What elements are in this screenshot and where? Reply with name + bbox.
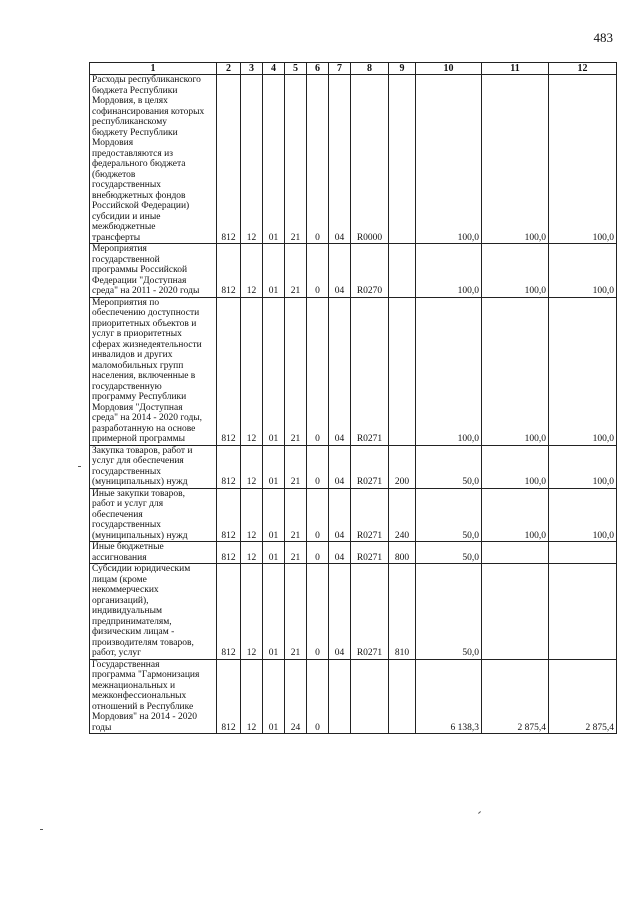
cell-amount-1: 50,0 <box>416 542 482 564</box>
row-name: Закупка товаров, работ и услуг для обеспечения государственных (муниципальных) нужд <box>90 445 217 488</box>
cell-direction: R0000 <box>351 75 389 244</box>
table-row <box>90 244 617 298</box>
cell-subsection: 01 <box>263 488 285 542</box>
cell-expense-type <box>389 75 416 244</box>
cell-subsection: 01 <box>263 445 285 488</box>
cell-direction: R0270 <box>351 244 389 298</box>
column-header: 11 <box>482 63 549 75</box>
cell-code: 812 <box>217 542 241 564</box>
cell-event: 04 <box>329 488 351 542</box>
cell-event: 04 <box>329 244 351 298</box>
cell-subsection: 01 <box>263 659 285 734</box>
cell-program: 21 <box>285 542 307 564</box>
table-row <box>90 542 617 564</box>
cell-code: 812 <box>217 488 241 542</box>
cell-code: 812 <box>217 445 241 488</box>
scan-speck <box>40 829 43 830</box>
cell-event: 04 <box>329 297 351 445</box>
cell-expense-type: 200 <box>389 445 416 488</box>
cell-subsection: 01 <box>263 297 285 445</box>
table-row <box>90 445 617 488</box>
column-header: 6 <box>307 63 329 75</box>
cell-amount-2 <box>482 564 549 660</box>
row-name: Иные закупки товаров, работ и услуг для обеспечения государственных (муниципальных) нужд <box>90 488 217 542</box>
cell-subprogram: 0 <box>307 445 329 488</box>
cell-subprogram: 0 <box>307 488 329 542</box>
cell-subprogram: 0 <box>307 75 329 244</box>
cell-code: 812 <box>217 659 241 734</box>
cell-amount-1: 100,0 <box>416 75 482 244</box>
cell-event <box>329 659 351 734</box>
table-row <box>90 659 617 734</box>
cell-amount-1: 6 138,3 <box>416 659 482 734</box>
scan-speck <box>478 811 481 814</box>
cell-section: 12 <box>241 564 263 660</box>
cell-direction: R0271 <box>351 488 389 542</box>
column-header: 8 <box>351 63 389 75</box>
cell-code: 812 <box>217 297 241 445</box>
scan-speck <box>78 466 81 467</box>
row-name: Иные бюджетные ассигнования <box>90 542 217 564</box>
cell-amount-2: 100,0 <box>482 488 549 542</box>
cell-subprogram: 0 <box>307 564 329 660</box>
cell-program: 21 <box>285 75 307 244</box>
table-row <box>90 488 617 542</box>
cell-amount-1: 50,0 <box>416 564 482 660</box>
cell-direction: R0271 <box>351 564 389 660</box>
column-header: 9 <box>389 63 416 75</box>
cell-amount-3: 2 875,4 <box>549 659 617 734</box>
row-name: Мероприятия по обеспечению доступности приоритетных объектов и услуг в приоритетных сферах жизнедеятельности инвалидов и других маломобильных групп населения, включенные в государственную программу Республики Мордовия "Доступная среда" на 2014 - 2020 годы, разработанную на основе примерной программы <box>90 297 217 445</box>
cell-amount-3: 100,0 <box>549 445 617 488</box>
cell-expense-type <box>389 244 416 298</box>
column-header: 4 <box>263 63 285 75</box>
cell-subprogram: 0 <box>307 659 329 734</box>
cell-amount-2 <box>482 542 549 564</box>
cell-subprogram: 0 <box>307 542 329 564</box>
cell-subsection: 01 <box>263 75 285 244</box>
cell-event: 04 <box>329 542 351 564</box>
page-number: 483 <box>593 30 613 45</box>
cell-expense-type: 800 <box>389 542 416 564</box>
cell-amount-2: 2 875,4 <box>482 659 549 734</box>
cell-subsection: 01 <box>263 244 285 298</box>
column-header: 10 <box>416 63 482 75</box>
cell-program: 21 <box>285 297 307 445</box>
cell-section: 12 <box>241 542 263 564</box>
cell-code: 812 <box>217 75 241 244</box>
column-header: 2 <box>217 63 241 75</box>
cell-program: 21 <box>285 488 307 542</box>
cell-amount-3: 100,0 <box>549 75 617 244</box>
row-name: Мероприятия государственной программы Российской Федерации "Доступная среда" на 2011 - 2020 годы <box>90 244 217 298</box>
cell-amount-3: 100,0 <box>549 488 617 542</box>
cell-program: 21 <box>285 564 307 660</box>
cell-program: 21 <box>285 445 307 488</box>
cell-section: 12 <box>241 75 263 244</box>
cell-amount-2: 100,0 <box>482 297 549 445</box>
column-header: 3 <box>241 63 263 75</box>
cell-code: 812 <box>217 564 241 660</box>
budget-table <box>89 62 617 734</box>
cell-amount-2: 100,0 <box>482 244 549 298</box>
cell-expense-type <box>389 297 416 445</box>
cell-program: 21 <box>285 244 307 298</box>
table-row <box>90 297 617 445</box>
column-header: 5 <box>285 63 307 75</box>
cell-direction: R0271 <box>351 297 389 445</box>
cell-amount-1: 100,0 <box>416 244 482 298</box>
cell-amount-2: 100,0 <box>482 445 549 488</box>
cell-expense-type: 810 <box>389 564 416 660</box>
cell-amount-3 <box>549 542 617 564</box>
cell-amount-3: 100,0 <box>549 297 617 445</box>
row-name: Расходы республиканского бюджета Республики Мордовия, в целях софинансирования которых республиканскому бюджету Республики Мордовия предоставляются из федерального бюджета (бюджетов государственных внебюджетных фондов Российской Федерации) субсидии и иные межбюджетные трансферты <box>90 75 217 244</box>
cell-amount-1: 50,0 <box>416 445 482 488</box>
cell-event: 04 <box>329 75 351 244</box>
cell-direction <box>351 659 389 734</box>
cell-code: 812 <box>217 244 241 298</box>
column-header: 1 <box>90 63 217 75</box>
cell-section: 12 <box>241 297 263 445</box>
cell-amount-3: 100,0 <box>549 244 617 298</box>
cell-subprogram: 0 <box>307 297 329 445</box>
row-name: Государственная программа "Гармонизация межнациональных и межконфессиональных отношений в Республике Мордовия" на 2014 - 2020 годы <box>90 659 217 734</box>
row-name: Субсидии юридическим лицам (кроме некоммерческих организаций), индивидуальным предпринимателям, физическим лицам - производителям товаров, работ, услуг <box>90 564 217 660</box>
cell-subsection: 01 <box>263 564 285 660</box>
cell-subsection: 01 <box>263 542 285 564</box>
cell-event: 04 <box>329 564 351 660</box>
cell-expense-type <box>389 659 416 734</box>
cell-direction: R0271 <box>351 445 389 488</box>
cell-event: 04 <box>329 445 351 488</box>
cell-direction: R0271 <box>351 542 389 564</box>
table-row <box>90 75 617 244</box>
cell-section: 12 <box>241 488 263 542</box>
cell-expense-type: 240 <box>389 488 416 542</box>
cell-subprogram: 0 <box>307 244 329 298</box>
column-header: 7 <box>329 63 351 75</box>
cell-amount-2: 100,0 <box>482 75 549 244</box>
header-row <box>90 63 617 75</box>
cell-program: 24 <box>285 659 307 734</box>
cell-amount-1: 100,0 <box>416 297 482 445</box>
table-row <box>90 564 617 660</box>
cell-section: 12 <box>241 659 263 734</box>
cell-section: 12 <box>241 244 263 298</box>
cell-amount-3 <box>549 564 617 660</box>
column-header: 12 <box>549 63 617 75</box>
cell-amount-1: 50,0 <box>416 488 482 542</box>
cell-section: 12 <box>241 445 263 488</box>
